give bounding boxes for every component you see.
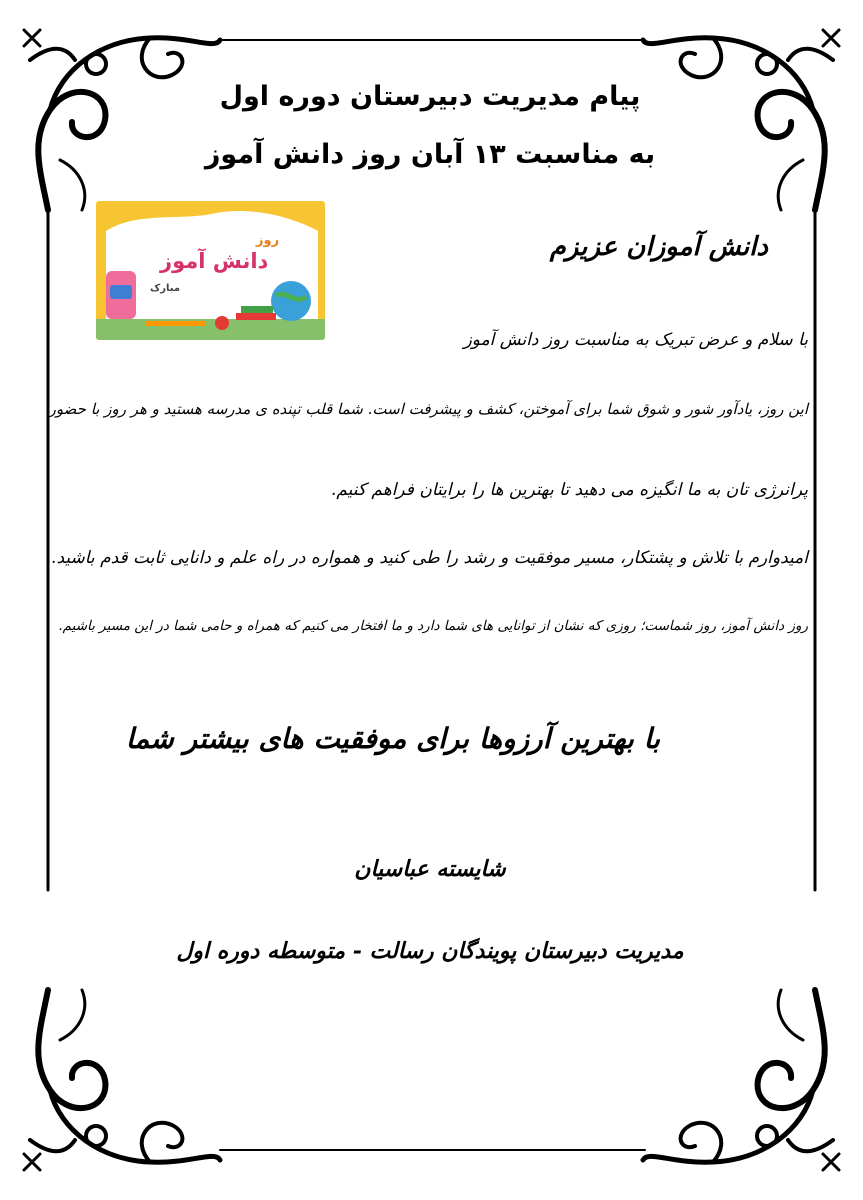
banner-sub-word: مبارک	[150, 283, 181, 294]
student-day-banner	[96, 201, 325, 340]
signer-name: شایسته عباسیان	[354, 856, 506, 882]
organization-name: مدیریت دبیرستان پویندگان رسالت - متوسطه دوره اول	[176, 938, 684, 964]
banner-small-word: روز	[256, 233, 280, 248]
closing-wish: با بهترین آرزوها برای موفقیت های بیشتر شما	[125, 722, 660, 755]
title-line-2: به مناسبت ۱۳ آبان روز دانش آموز	[204, 139, 656, 170]
paragraph-5: روز دانش آموز، روز شماست؛ روزی که نشان از توانایی های شما دارد و ما افتخار می کنیم که همراه و حامی شما در این مسیر باشیم.	[58, 618, 808, 634]
title-line-1: پیام مدیریت دبیرستان دوره اول	[219, 81, 641, 112]
paragraph-4: امیدوارم با تلاش و پشتکار، مسیر موفقیت و رشد را طی کنید و همواره در راه علم و دانایی ثابت قدم باشید.	[51, 548, 808, 568]
banner-main-word: دانش آموز	[160, 249, 269, 273]
salutation: دانش آموزان عزیزم	[549, 232, 768, 262]
paragraph-3: پرانرژی تان به ما انگیزه می دهید تا بهترین ها را برایتان فراهم کنیم.	[330, 480, 808, 500]
corner-flourish	[24, 30, 220, 210]
paragraph-2: این روز، یادآور شور و شوق شما برای آموختن، کشف و پیشرفت است. شما قلب تپنده ی مدرسه هستید و هر روز با حضور	[48, 400, 808, 418]
paragraph-1: با سلام و عرض تبریک به مناسبت روز دانش آموز	[463, 330, 808, 350]
